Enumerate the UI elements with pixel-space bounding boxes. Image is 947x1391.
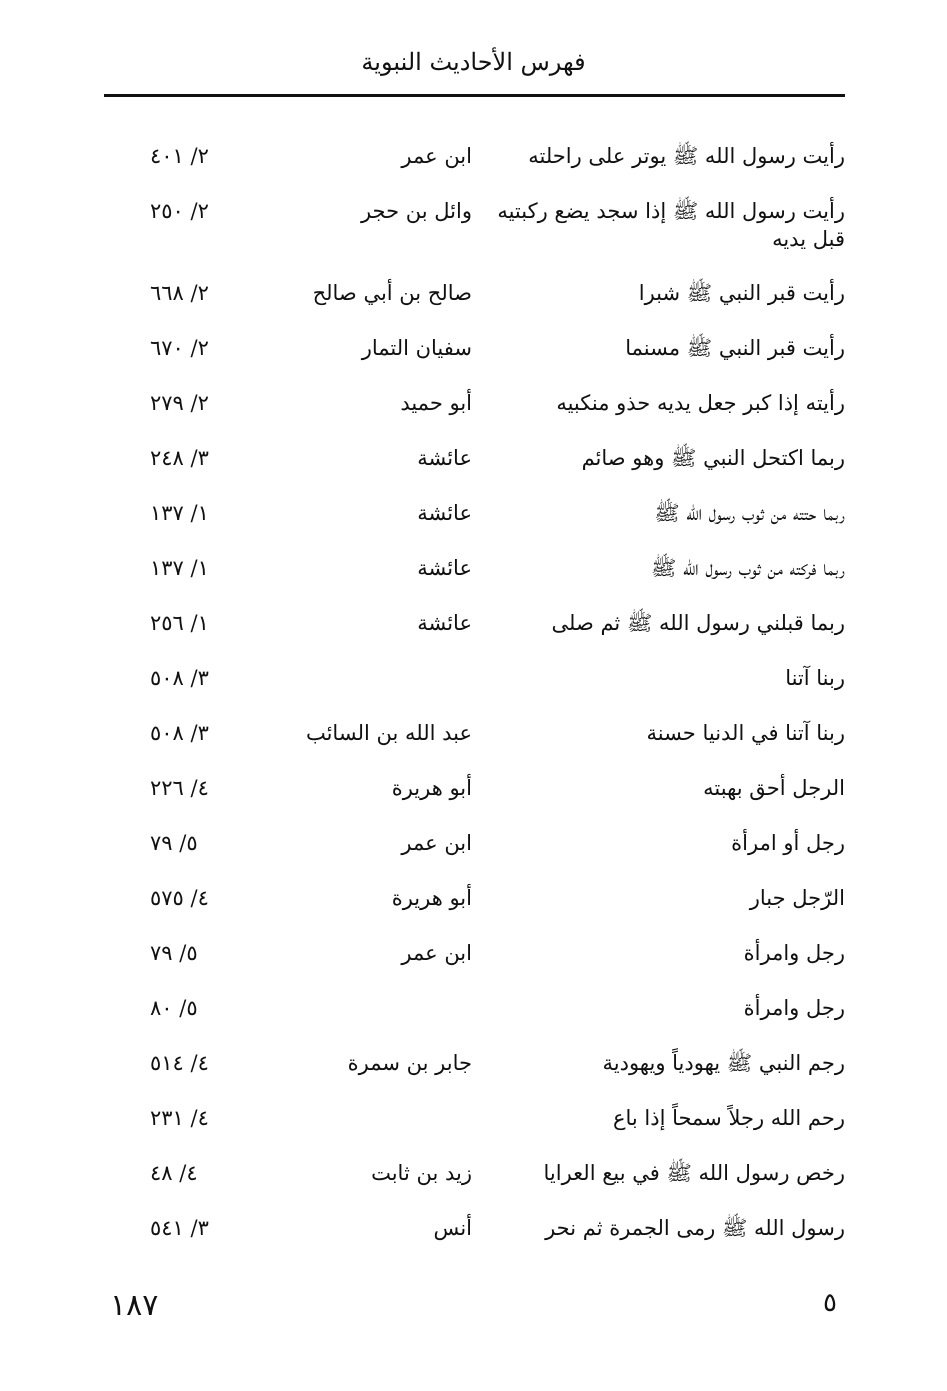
hadith-text: الرجل أحق بهبته bbox=[703, 776, 845, 800]
narrator: عائشة bbox=[417, 611, 472, 635]
hadith-text: رجم النبي ﷺ يهودياً ويهودية bbox=[602, 1051, 845, 1075]
hadith-text: رسول الله ﷺ رمى الجمرة ثم نحر bbox=[545, 1216, 845, 1240]
list-item bbox=[0, 872, 947, 927]
list-item bbox=[0, 432, 947, 487]
hadith-text: ربنا آتنا bbox=[785, 666, 845, 690]
volume-page-ref: ٣/ ٥٤١ bbox=[150, 1216, 209, 1240]
volume-page-ref: ٥/ ٧٩ bbox=[150, 941, 198, 965]
hadith-text: رجل وامرأة bbox=[743, 996, 845, 1020]
hadith-text: رجل وامرأة bbox=[743, 941, 845, 965]
narrator: ابن عمر bbox=[401, 144, 472, 168]
list-item bbox=[0, 817, 947, 872]
narrator: صالح بن أبي صالح bbox=[312, 281, 472, 305]
narrator: ابن عمر bbox=[401, 831, 472, 855]
hadith-text: رخص رسول الله ﷺ في بيع العرايا bbox=[543, 1161, 845, 1185]
volume-page-ref: ٤/ ٥٧٥ bbox=[150, 886, 209, 910]
hadith-text: رأيت قبر النبي ﷺ شبرا bbox=[638, 281, 845, 305]
hadith-text: ربما قبلني رسول الله ﷺ ثم صلى bbox=[551, 611, 845, 635]
page-number: ١٨٧ bbox=[110, 1288, 159, 1323]
volume-page-ref: ٥/ ٧٩ bbox=[150, 831, 198, 855]
page-title: فهرس الأحاديث النبوية bbox=[361, 48, 586, 76]
hadith-text: رأيت رسول الله ﷺ إذا سجد يضع ركبتيه قبل يديه bbox=[497, 199, 845, 251]
list-item bbox=[0, 267, 947, 322]
list-item bbox=[0, 487, 947, 542]
header-rule bbox=[104, 94, 845, 97]
list-item bbox=[0, 185, 947, 267]
narrator: وائل بن حجر bbox=[360, 199, 472, 223]
hadith-text: ربنا آتنا في الدنيا حسنة bbox=[646, 721, 845, 745]
volume-page-ref: ٤/ ٥١٤ bbox=[150, 1051, 209, 1075]
narrator: سفيان التمار bbox=[361, 336, 472, 360]
narrator: ابن عمر bbox=[401, 941, 472, 965]
volume-page-ref: ١/ ١٣٧ bbox=[150, 501, 209, 525]
hadith-text: رحم الله رجلاً سمحاً إذا باع bbox=[612, 1106, 845, 1130]
narrator: أبو هريرة bbox=[391, 776, 472, 800]
list-item bbox=[0, 1202, 947, 1257]
narrator: زيد بن ثابت bbox=[371, 1161, 472, 1185]
volume-page-ref: ١/ ١٣٧ bbox=[150, 556, 209, 580]
list-item bbox=[0, 597, 947, 652]
list-item bbox=[0, 1147, 947, 1202]
volume-page-ref: ٢/ ٦٧٠ bbox=[150, 336, 209, 360]
volume-page-ref: ٣/ ٥٠٨ bbox=[150, 721, 209, 745]
narrator: أبو حميد bbox=[400, 391, 472, 415]
list-item bbox=[0, 542, 947, 597]
volume-page-ref: ٤/ ٢٣١ bbox=[150, 1106, 209, 1130]
hadith-text: رجل أو امرأة bbox=[731, 831, 845, 855]
hadith-text: رأيت قبر النبي ﷺ مسنما bbox=[625, 336, 845, 360]
volume-page-ref: ٢/ ٦٦٨ bbox=[150, 281, 209, 305]
volume-page-ref: ٢/ ٢٧٩ bbox=[150, 391, 209, 415]
list-item bbox=[0, 130, 947, 185]
list-item bbox=[0, 377, 947, 432]
hadith-text: ربما حتته من ثوب رسول الله ﷺ bbox=[654, 501, 845, 525]
hadith-index-list bbox=[0, 130, 947, 1257]
hadith-text: الرّجل جبار bbox=[749, 886, 845, 910]
narrator: عائشة bbox=[417, 501, 472, 525]
hadith-text: ربما اكتحل النبي ﷺ وهو صائم bbox=[581, 446, 845, 470]
list-item bbox=[0, 1092, 947, 1147]
hadith-text: رأيت رسول الله ﷺ يوتر على راحلته bbox=[528, 144, 845, 168]
volume-page-ref: ٤/ ٤٨ bbox=[150, 1161, 198, 1185]
volume-page-ref: ٤/ ٢٢٦ bbox=[150, 776, 209, 800]
list-item bbox=[0, 1037, 947, 1092]
narrator: عائشة bbox=[417, 446, 472, 470]
volume-page-ref: ٢/ ٤٠١ bbox=[150, 144, 209, 168]
list-item bbox=[0, 762, 947, 817]
narrator: جابر بن سمرة bbox=[347, 1051, 472, 1075]
signature-mark: ٥ bbox=[823, 1288, 837, 1318]
hadith-text: ربما فركته من ثوب رسول الله ﷺ bbox=[650, 556, 845, 580]
list-item bbox=[0, 322, 947, 377]
volume-page-ref: ٣/ ٥٠٨ bbox=[150, 666, 209, 690]
hadith-text: رأيته إذا كبر جعل يديه حذو منكبيه bbox=[556, 391, 845, 415]
list-item bbox=[0, 652, 947, 707]
narrator: أبو هريرة bbox=[391, 886, 472, 910]
volume-page-ref: ٣/ ٢٤٨ bbox=[150, 446, 209, 470]
volume-page-ref: ١/ ٢٥٦ bbox=[150, 611, 209, 635]
volume-page-ref: ٥/ ٨٠ bbox=[150, 996, 198, 1020]
narrator: عائشة bbox=[417, 556, 472, 580]
list-item bbox=[0, 982, 947, 1037]
volume-page-ref: ٢/ ٢٥٠ bbox=[150, 199, 209, 223]
narrator: أنس bbox=[433, 1216, 472, 1240]
narrator: عبد الله بن السائب bbox=[305, 721, 472, 745]
list-item bbox=[0, 707, 947, 762]
list-item bbox=[0, 927, 947, 982]
